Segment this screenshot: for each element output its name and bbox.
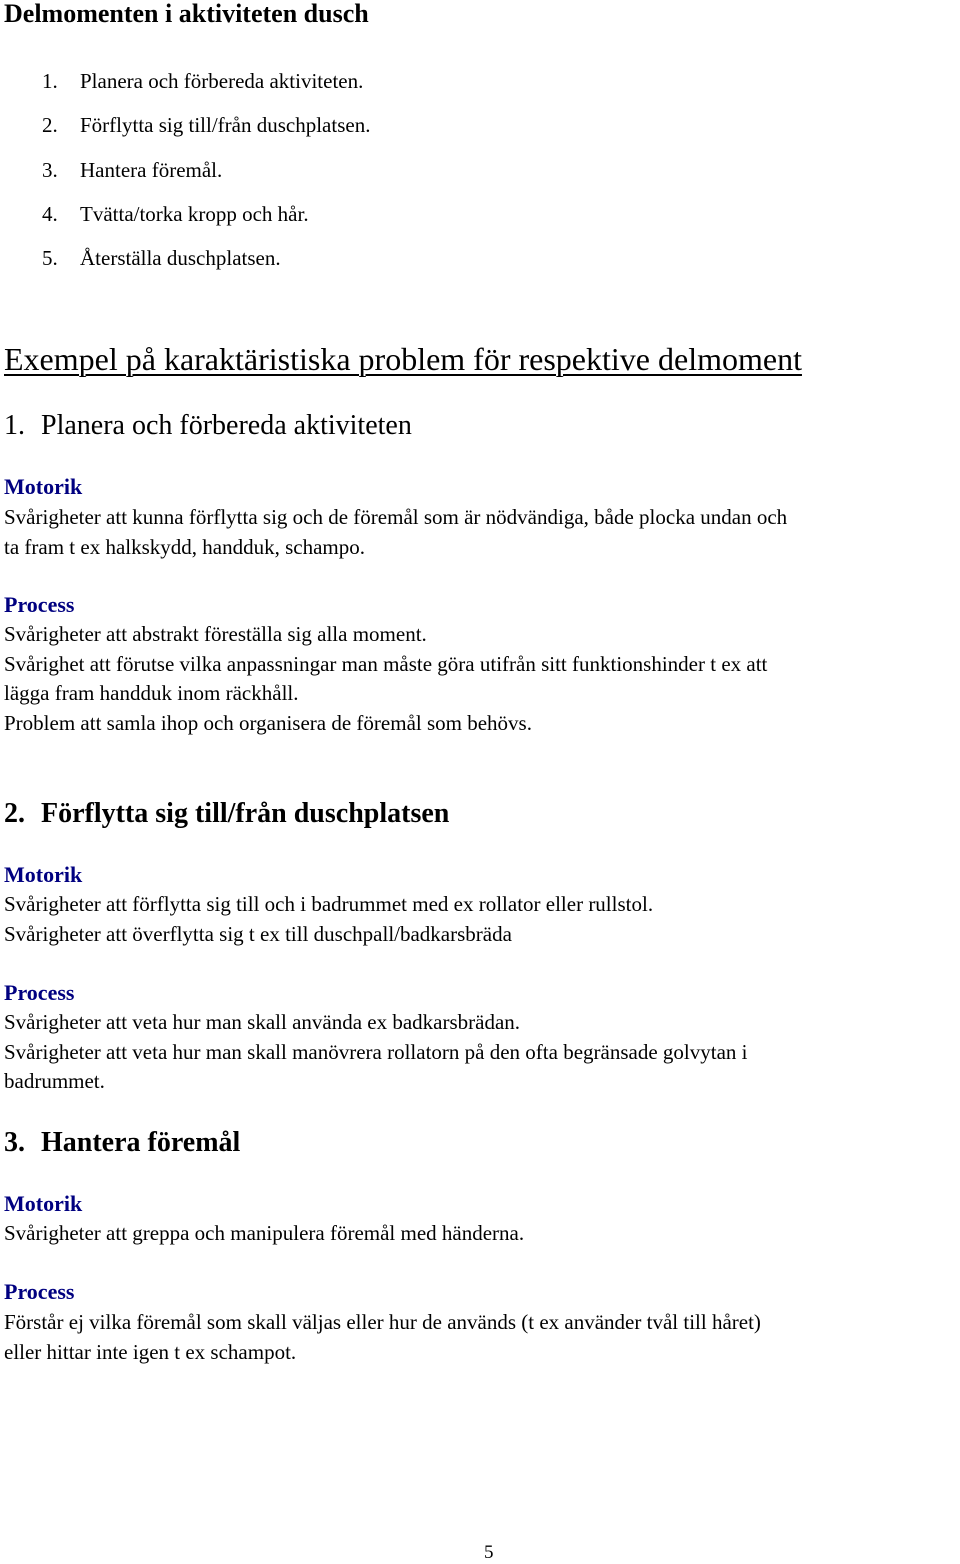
- text-line: Svårigheter att överflytta sig t ex till duschpall/badkarsbräda: [4, 921, 512, 946]
- motorik-text: [4, 1219, 960, 1249]
- process-label: Process: [4, 592, 75, 617]
- step-item: [42, 148, 370, 192]
- motorik-text: [4, 503, 960, 562]
- process-label: Process: [4, 980, 75, 1005]
- motorik-label: Motorik: [4, 474, 83, 499]
- step-number: 2.: [42, 113, 58, 138]
- text-line: Svårigheter att veta hur man skall manövrera rollatorn på den ofta begränsade golvytan i: [4, 1039, 748, 1064]
- motorik-label: Motorik: [4, 862, 83, 887]
- step-text: Planera och förbereda aktiviteten.: [80, 69, 364, 93]
- text-line: Svårigheter att kunna förflytta sig och de föremål som är nödvändiga, både plocka undan och: [4, 505, 788, 529]
- text-line: Problem att samla ihop och organisera de föremål som behövs.: [4, 710, 532, 735]
- step-number: 3.: [42, 157, 58, 182]
- step-list: [42, 59, 370, 280]
- subsection-number: 1.: [4, 410, 25, 441]
- step-text: Tvätta/torka kropp och hår.: [80, 201, 309, 226]
- motorik-text: [4, 890, 960, 949]
- page-number: 5: [484, 1542, 494, 1563]
- step-item: [42, 236, 370, 280]
- motorik-label: Motorik: [4, 1191, 83, 1216]
- text-line: ta fram t ex halkskydd, handduk, schampo.: [4, 534, 365, 559]
- step-number: 5.: [42, 246, 58, 271]
- step-item: [42, 103, 370, 147]
- text-line: badrummet.: [4, 1069, 105, 1093]
- process-text: [4, 1008, 960, 1097]
- step-text: Återställa duschplatsen.: [80, 246, 281, 271]
- text-line: Svårigheter att abstrakt föreställa sig alla moment.: [4, 622, 427, 646]
- text-line: Svårigheter att greppa och manipulera föremål med händerna.: [4, 1221, 525, 1245]
- subsection-title-2: [4, 797, 449, 831]
- section-heading: Exempel på karaktäristiska problem för respektive delmoment: [4, 341, 802, 377]
- process-label: Process: [4, 1279, 75, 1304]
- subsection-title-3: [4, 1126, 240, 1160]
- text-line: lägga fram handduk inom räckhåll.: [4, 681, 299, 705]
- text-line: Svårigheter att förflytta sig till och i badrummet med ex rollator eller rullstol.: [4, 892, 654, 916]
- subsection-title-text: Förflytta sig till/från duschplatsen: [41, 798, 450, 829]
- subsection-number: 2.: [4, 798, 25, 829]
- text-line: Förstår ej vilka föremål som skall väljas eller hur de används (t ex använder tvål till håret): [4, 1310, 761, 1334]
- text-line: Svårigheter att veta hur man skall använda ex badkarsbrädan.: [4, 1010, 521, 1034]
- process-text: [4, 1308, 960, 1367]
- step-item: [42, 192, 370, 236]
- step-text: Hantera föremål.: [80, 157, 223, 182]
- text-line: Svårighet att förutse vilka anpassningar man måste göra utifrån sitt funktionshinder t ex att: [4, 651, 768, 676]
- text-line: eller hittar inte igen t ex schampot.: [4, 1339, 297, 1364]
- page-title: Delmomenten i aktiviteten dusch: [4, 0, 369, 28]
- step-number: 4.: [42, 201, 58, 226]
- process-text: [4, 620, 960, 738]
- subsection-title-1: [4, 409, 412, 443]
- subsection-title-text: Hantera föremål: [41, 1127, 241, 1158]
- step-number: 1.: [42, 69, 58, 93]
- step-item: [42, 59, 370, 103]
- subsection-title-text: Planera och förbereda aktiviteten: [41, 410, 412, 441]
- subsection-number: 3.: [4, 1127, 25, 1158]
- step-text: Förflytta sig till/från duschplatsen.: [80, 113, 371, 138]
